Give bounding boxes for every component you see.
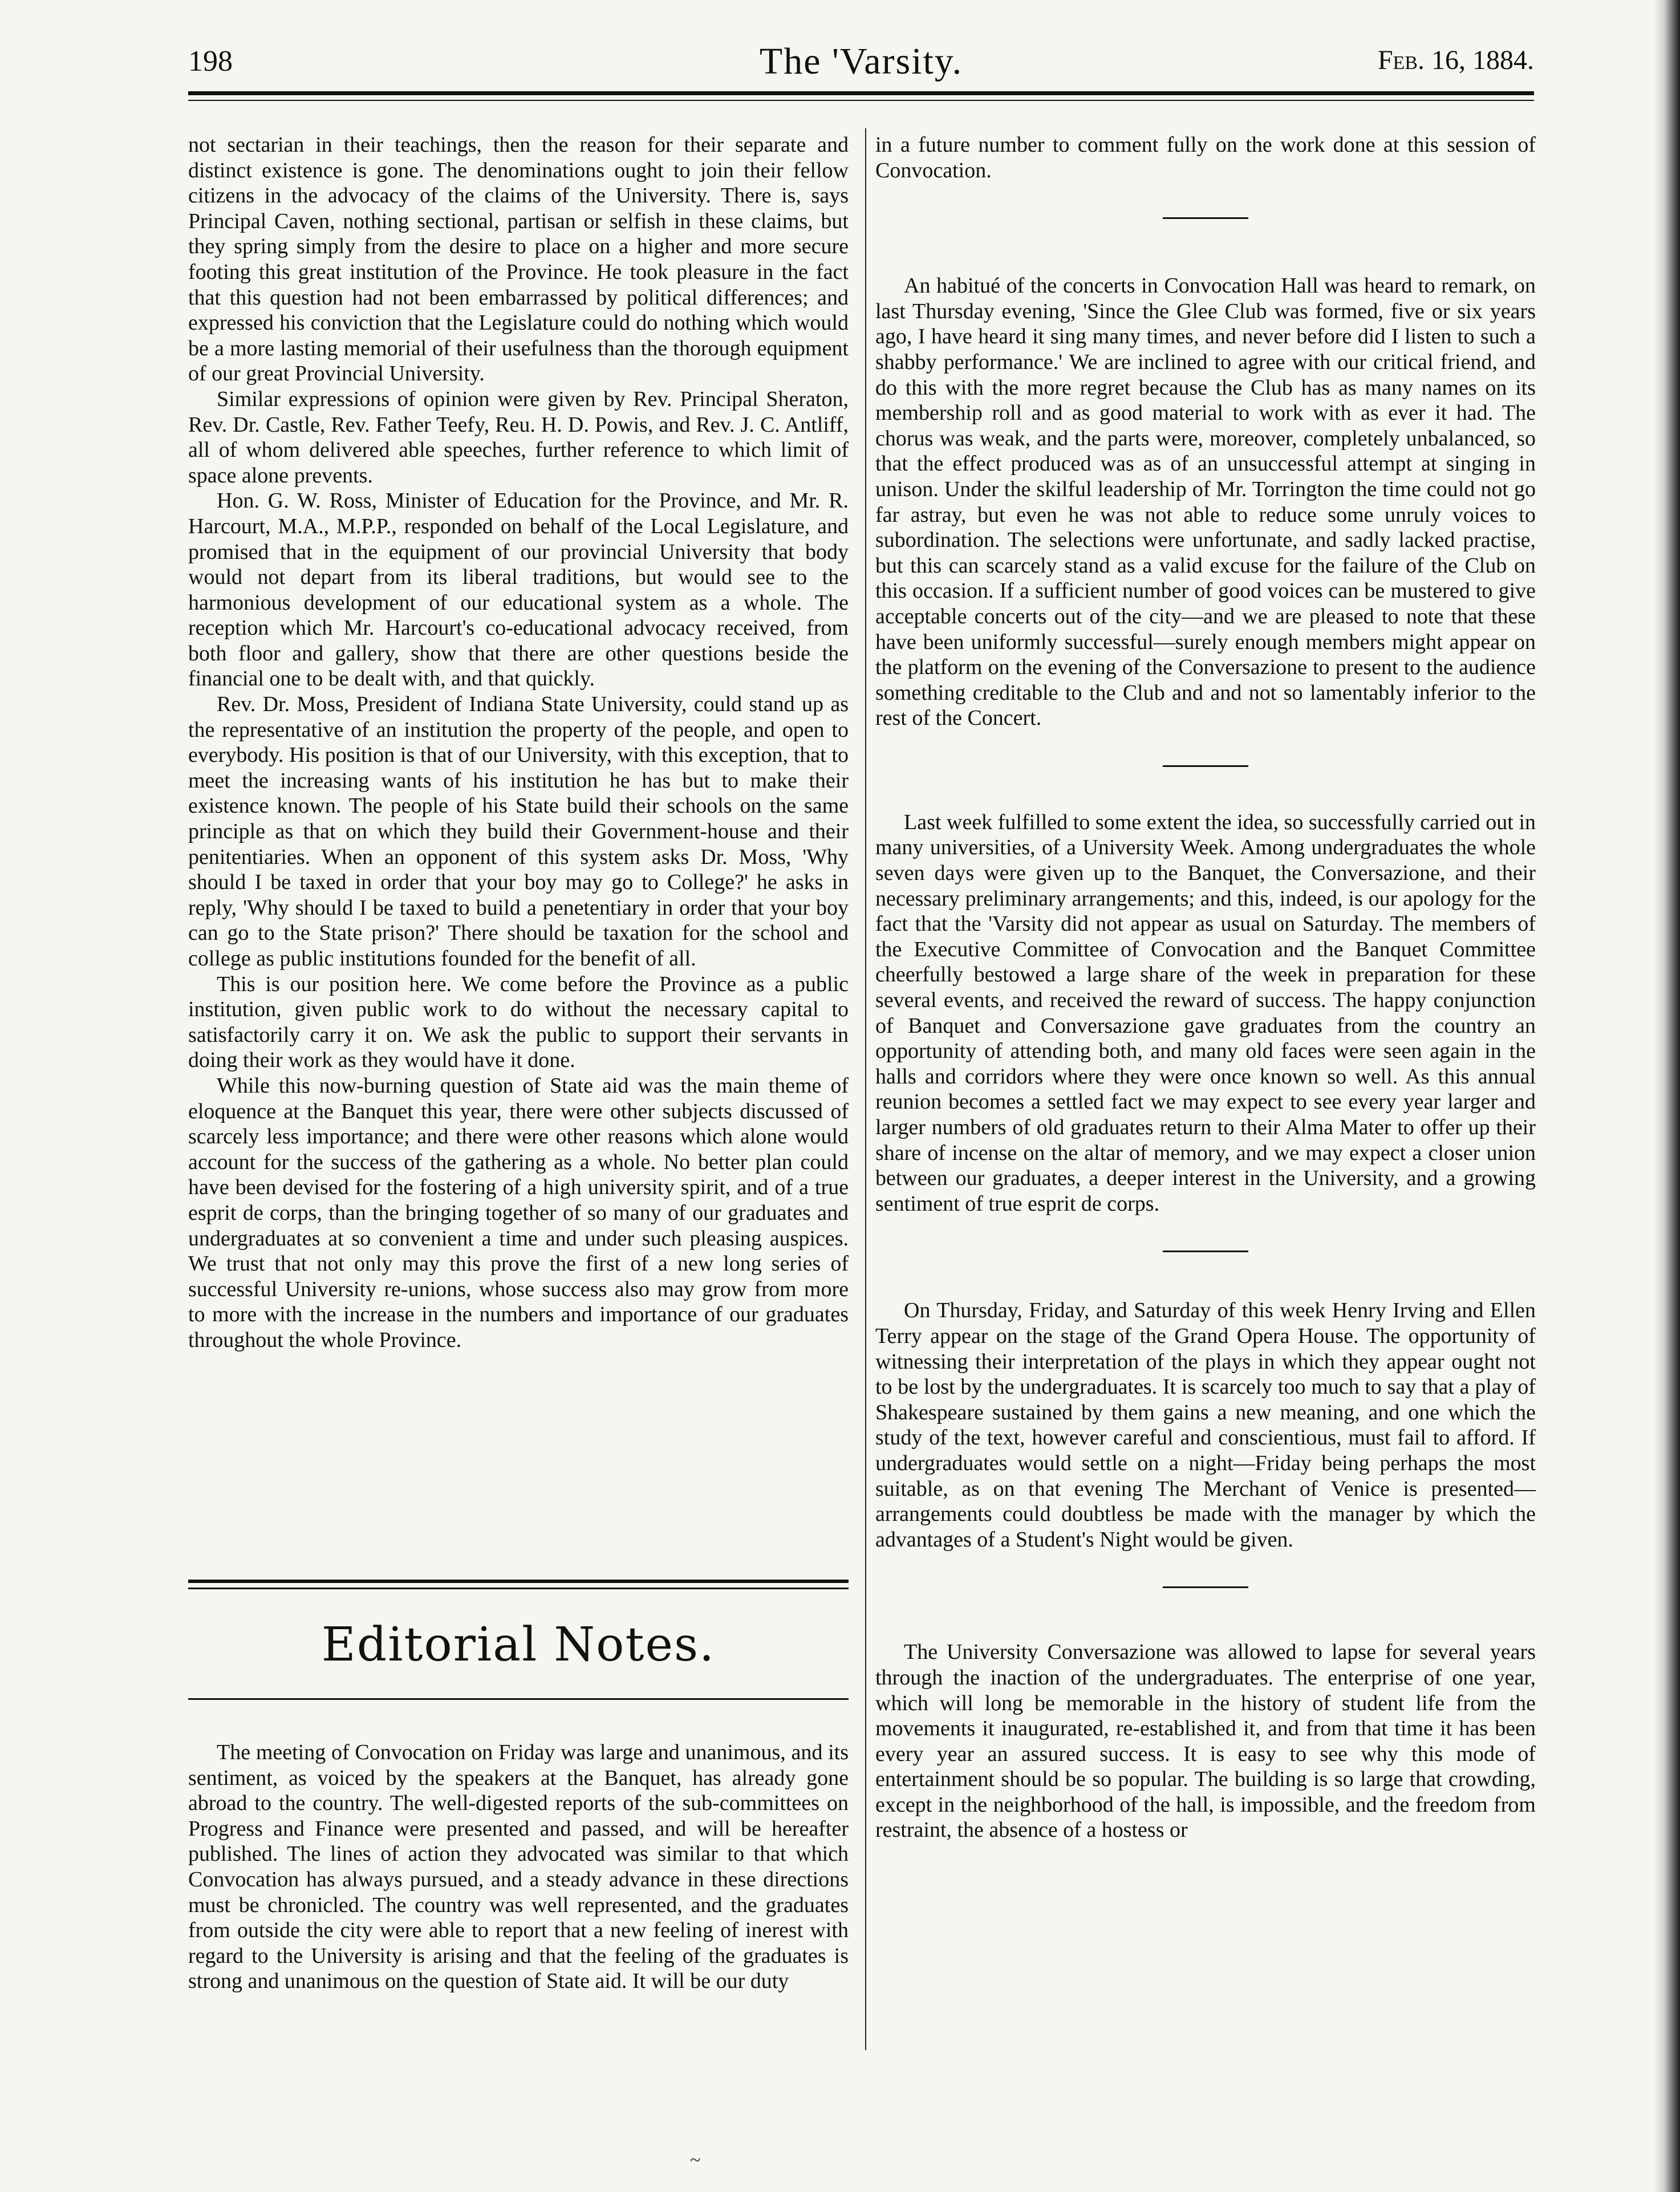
separator-rule-2 <box>1163 765 1248 767</box>
header-rule-thick <box>188 91 1534 95</box>
section-rule-thick <box>188 1580 849 1583</box>
separator-rule-1 <box>1163 217 1248 219</box>
left-column <box>188 132 849 1353</box>
header-rule-thin <box>188 100 1534 101</box>
issue-date: Feb. 16, 1884. <box>1377 45 1534 75</box>
left-paragraph-5: This is our position here. We come before the Province as a public institution, given public work to do without the necessary capital to satisfactorily carry it on. We ask the public to support their servants in doing their work as they would have it done. <box>188 972 849 1073</box>
right-paragraph-4: On Thursday, Friday, and Saturday of this week Henry Irving and Ellen Terry appear on the stage of the Grand Opera House. The opportunity of witnessing their interpretation of the plays in which they appear ought not to be lost by the undergraduates. It is scarcely too much to say that a play of Shakespeare sustained by them gains a new meaning, and one which the study of the text, however careful and conscientious, must fail to afford. If undergraduates would settle on a night—Friday being perhaps the most suitable, as on that evening The Merchant of Venice is presented—arrangements could doubtless be made with the manager by which the advantages of a Student's Night would be given. <box>875 1298 1536 1552</box>
journal-title: The 'Varsity. <box>759 40 963 82</box>
left-paragraph-6: While this now-burning question of State aid was the main theme of eloquence at the Banquet this year, there were other subjects discussed of scarcely less importance; and there were other reasons which alone would account for the success of the gathering as a whole. No better plan could have been devised for the fostering of a high university spirit, and of a true esprit de corps, than the bringing together of so many of our graduates and undergraduates at so convenient a time and under such pleasing auspices. We trust that not only may this prove the first of a new long series of successful University re-unions, whose success also may grow from more to more with the increase in the numbers and importance of our graduates throughout the whole Province. <box>188 1073 849 1352</box>
right-paragraph-3: Last week fulfilled to some extent the idea, so successfully carried out in many universities, of a University Week. Among undergraduates the whole seven days were given up to the Banquet, the Conversazione, and their necessary preliminary arrangements; and this, indeed, is our apology for the fact that the 'Varsity did not appear as usual on Saturday. The members of the Executive Committee of Convocation and the Banquet Committee cheerfully bestowed a large share of the week in preparation for these several events, and received the reward of success. The happy conjunction of Banquet and Conversazione gave graduates from the country an opportunity of attending both, and many old faces were seen again in the halls and corridors where they were once known so well. As this annual reunion becomes a settled fact we may expect to see every year larger and larger numbers of old graduates return to their Alma Mater to offer up their share of incense on the altar of memory, and we may expect a closer union between our graduates, a deeper interest in the University, and a growing sentiment of true esprit de corps. <box>875 810 1536 1216</box>
right-paragraph-2: An habitué of the concerts in Convocation Hall was heard to remark, on last Thursday evening, 'Since the Glee Club was formed, five or six years ago, I have heard it sing many times, and never before did I listen to such a shabby performance.' We are inclined to agree with our critical friend, and do this with the more regret because the Club has as many names on its membership roll and as good material to work with as ever it had. The chorus was weak, and the parts were, moreover, completely unbalanced, so that the effect produced was as of an unsuccessful attempt at singing in unison. Under the skilful leadership of Mr. Torrington the time could not go far astray, but even he was not able to reduce some unruly voices to subordination. The selections were unfortunate, and sadly lacked practise, but this can scarcely stand as a valid excuse for the failure of the Club on this occasion. If a sufficient number of good voices can be mustered to give acceptable concerts out of the city—and we are pleased to note that these have been uniformly successful—surely enough members might appear on the platform on the evening of the Conversazione to present to the audience something creditable to the Club and and not so lamentably inferior to the rest of the Concert. <box>875 274 1536 730</box>
left-paragraph-1: not sectarian in their teachings, then the reason for their separate and distinct existence is gone. The denominations ought to join their fellow citizens in the advocacy of the claims of the University. There is, says Principal Caven, nothing sectional, partisan or selfish in these claims, but they spring simply from the desire to place on a higher and more secure footing this great institution of the Province. He took pleasure in the fact that this question had not been embarrassed by political differences; and expressed his conviction that the Legislature could do nothing which would be a more lasting memorial of their usefulness than the thorough equipment of our great Provincial University. <box>188 133 849 386</box>
separator-rule-4 <box>1163 1586 1248 1588</box>
right-paragraph-5: The University Conversazione was allowed to lapse for several years through the inaction of the undergraduates. The enterprise of one year, which will long be memorable in the history of student life from the movements it inaugurated, re-established it, and from that time it has been every year an assured success. It is easy to see why this mode of entertainment should be so popular. The building is so large that crowding, except in the neighborhood of the hall, is impossible, and the freedom from restraint, the absence of a hostess or <box>875 1640 1536 1842</box>
editorial-notes-section <box>188 1580 849 1994</box>
separator-rule-3 <box>1163 1251 1248 1252</box>
left-paragraph-3: Hon. G. W. Ross, Minister of Education for the Province, and Mr. R. Harcourt, M.A., M.P.P., responded on behalf of the Local Legislature, and promised that in the equipment of our provincial University that body would not depart from its liberal traditions, but would see to the harmonious development of our educational system as a whole. The reception which Mr. Harcourt's co-educational advocacy received, from both floor and gallery, show that there are other questions beside the financial one to be dealt with, and that quickly. <box>188 489 849 691</box>
section-rule-thin <box>188 1588 849 1589</box>
right-column <box>875 132 1536 1843</box>
right-paragraph-1: in a future number to comment fully on the work done at this session of Convocation. <box>875 133 1536 182</box>
editorial-notes-heading: Editorial Notes. <box>321 1618 716 1672</box>
editorial-paragraph-1: The meeting of Convocation on Friday was large and unanimous, and its sentiment, as voiced by the speakers at the Banquet, has already gone abroad to the country. The well-digested reports of the sub-committees on Progress and Finance were presented and passed, and will be hereafter published. The lines of action they advocated was similar to that which Convocation has always pursued, and a steady advance in these directions must be chronicled. The country was well represented, and the graduates from outside the city were able to report that a new feeling of inerest with regard to the University is arising and that the feeling of the graduates is strong and unanimous on the question of State aid. It will be our duty <box>188 1740 849 1994</box>
left-paragraph-2: Similar expressions of opinion were given by Rev. Principal Sheraton, Rev. Dr. Castle, Rev. Father Teefy, Reu. H. D. Powis, and Rev. J. C. Antliff, all of whom delivered able speeches, further reference to which limit of space alone prevents. <box>188 387 849 488</box>
column-divider <box>865 128 866 2050</box>
page-header <box>188 40 1534 91</box>
heading-underline <box>188 1698 849 1700</box>
scan-page-edge <box>1654 0 1680 2192</box>
page-number: 198 <box>188 45 233 78</box>
editorial-notes-body <box>188 1740 849 1994</box>
footer-mark: ~ <box>690 2150 701 2171</box>
left-paragraph-4: Rev. Dr. Moss, President of Indiana State University, could stand up as the representative of an institution the property of the people, and open to everybody. His position is that of our University, with this exception, that to meet the increasing wants of his institution he has but to make their existence known. The people of his State build their schools on the same principle as that on which they build their Government-house and their penitentiaries. When an opponent of this system asks Dr. Moss, 'Why should I be taxed in order that your boy may go to College?' he asks in reply, 'Why should I be taxed to build a penetentiary in order that your boy can go to the State prison?' There should be taxation for the school and college as public institutions founded for the benefit of all. <box>188 692 849 971</box>
